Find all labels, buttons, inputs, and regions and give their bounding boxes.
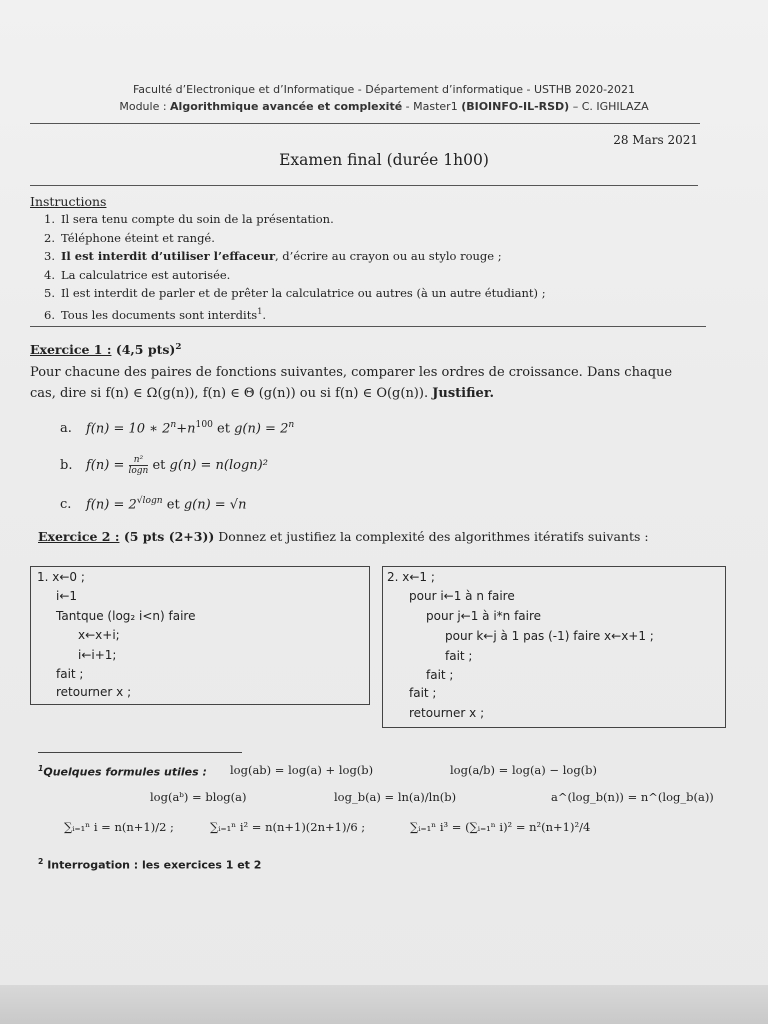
algo1-line: x←x+i;: [78, 628, 120, 642]
instruction-item: 6. Tous les documents sont interdits$^1$.: [44, 306, 266, 322]
formula-sum-i-squared: ∑ᵢ₌₁ⁿ i² = n(n+1)(2n+1)/6 ;: [210, 820, 366, 834]
algo1-line: i←i+1;: [78, 648, 117, 662]
exercise-1-item-a: a. f(n) = 10 ∗ $2^n+n^{100}$ et $g(n) = 2^n$: [60, 420, 295, 437]
instructions-heading: Instructions: [30, 194, 107, 209]
module-name: Algorithmique avancée et complexité: [170, 100, 403, 113]
footnote-2: $^2$ Interrogation : les exercices 1 et 2: [38, 857, 262, 872]
header-line-1: Faculté d’Electronique et d’Informatique - Département d’informatique - USTHB 2020-2021: [132, 83, 636, 96]
formula-power-log: a^(log_b(n)) = n^(log_b(a)): [551, 790, 714, 804]
algo2-line: pour k←j à 1 pas (-1) faire x←x+1 ;: [445, 629, 654, 643]
instruction-item: 3. Il est interdit d’utiliser l’effaceur, d’écrire au crayon ou au stylo rouge ;: [44, 249, 502, 264]
level: - Master1: [402, 100, 462, 113]
header-line-2: [0, 100, 768, 113]
teacher: – C. IGHILAZA: [569, 100, 649, 113]
algo1-line: Tantque (log₂ i<n) faire: [56, 609, 196, 623]
algo2-line: fait ;: [409, 686, 437, 700]
exercise-2-heading: Exercice 2 : (5 pts (2+3)) Donnez et justifiez la complexité des algorithmes itératifs suivants :: [38, 529, 649, 544]
formula-sum-i: ∑ᵢ₌₁ⁿ i = n(n+1)/2 ;: [64, 820, 174, 834]
exam-date: 28 Mars 2021: [613, 133, 698, 147]
groups: (BIOINFO-IL-RSD): [461, 100, 570, 113]
title-divider: [30, 185, 698, 186]
algo2-line: 2. x←1 ;: [387, 570, 435, 584]
formula-log-product: log(ab) = log(a) + log(b): [230, 763, 374, 777]
algo1-line: fait ;: [56, 667, 84, 681]
page-title: Examen final (durée 1h00): [279, 151, 489, 169]
instructions-list: [28, 210, 546, 322]
algorithm-1-box: [30, 566, 370, 705]
formula-sum-i-cubed: ∑ᵢ₌₁ⁿ i³ = (∑ᵢ₌₁ⁿ i)² = n²(n+1)²/4: [410, 820, 591, 834]
exercise-1-item-b: b. f(n) = $\frac{\text{n²}}{\log n}$ et g(n) = n(logn)²: [60, 455, 268, 476]
instruction-item: 4. La calculatrice est autorisée.: [44, 267, 231, 282]
instruction-item: 1. Il sera tenu compte du soin de la présentation.: [44, 212, 334, 226]
footnote-divider: [38, 752, 242, 753]
algorithm-2-box: [382, 566, 726, 728]
algo2-line: pour j←1 à i*n faire: [426, 609, 542, 623]
exercise-1-intro: Pour chacune des paires de fonctions suivantes, comparer les ordres de croissance. Dans chaque cas, dire si f(n) ∈ Ω(g(n)), f(n) ∈ Θ (g(n)) ou si f(n) ∈ O(g(n)). Justifier.: [30, 365, 673, 401]
exercise-1-heading: Exercice 1 : (4,5 pts)$^2$: [30, 342, 182, 358]
exercise-1-item-c: c. $f(n) = 2^{√logn}$ et g(n) = √n: [60, 496, 247, 513]
instructions-divider: [30, 326, 706, 327]
algo2-line: retourner x ;: [409, 706, 485, 720]
formula-log-power: log(aᵇ) = blog(a): [150, 790, 247, 804]
algo2-line: fait ;: [426, 668, 454, 682]
algo1-line: retourner x ;: [56, 685, 132, 699]
paper-fold-shadow: [0, 985, 768, 1024]
algo1-line: 1. x←0 ;: [37, 570, 85, 584]
header-divider: [30, 123, 700, 124]
module-label: Module :: [119, 100, 171, 113]
formula-log-base: log_b(a) = ln(a)/ln(b): [334, 790, 457, 804]
algo2-line: pour i←1 à n faire: [409, 589, 515, 603]
formula-log-quotient: log(a/b) = log(a) − log(b): [450, 763, 598, 777]
instruction-item: 2. Téléphone éteint et rangé.: [44, 230, 215, 245]
instruction-item: 5. Il est interdit de parler et de prêter la calculatrice ou autres (à un autre étudiant) ;: [44, 286, 546, 301]
algo2-line: fait ;: [445, 649, 473, 663]
algo1-line: i←1: [56, 589, 78, 603]
footnote-1-label: $^1$Quelques formules utiles :: [38, 764, 207, 779]
